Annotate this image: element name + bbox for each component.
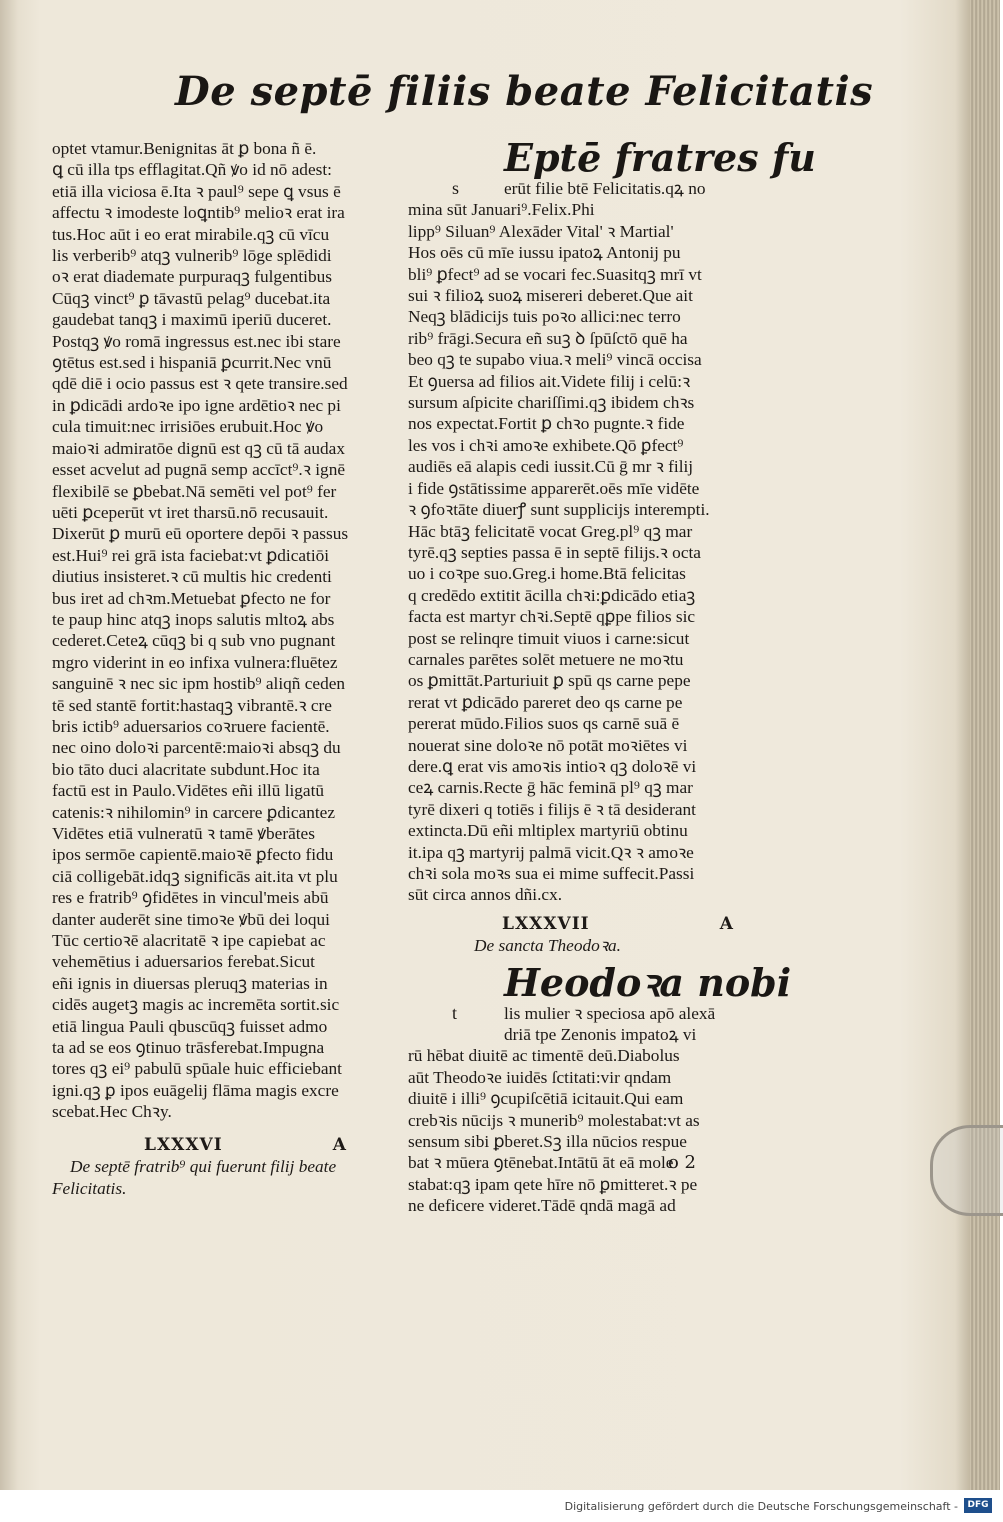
text-line: extincta.Dū eñi mltiplex martyriū obtinu: [408, 821, 688, 841]
text-line: tē sed stantē fortit:hastaqꝫ vibrantē.ꝛ cre: [52, 695, 332, 715]
text-line: diutius insisteret.ꝛ cū multis hic credenti: [52, 567, 332, 587]
right-column-lines-1: [408, 199, 764, 905]
text-line: in ꝑdicādi ardoꝛe ipo igne ardētioꝛ nec pi: [52, 395, 341, 415]
text-line: Dixerūt ꝑ murū eū oportere depōi ꝛ passus: [52, 524, 349, 544]
text-line: Neqꝫ blādicijs tuis poꝛo allici:nec terro: [408, 307, 681, 327]
text-line: crebꝛis nūcijs ꝛ munerib⁹ molestabat:vt as: [408, 1110, 700, 1130]
text-line: lis mulier ꝛ speciosa apō alexā: [504, 1003, 716, 1023]
page-edge: [970, 0, 1000, 1490]
text-line: factū est in Paulo.Vidētes eñi illū ligatū: [52, 781, 325, 801]
footer-bar: [0, 1490, 1000, 1522]
text-line: gaudebat tanqꝫ i maximū iperiū duceret.: [52, 310, 332, 330]
left-column: [52, 138, 392, 1199]
text-line: oꝛ erat diademate purpuraqꝫ fulgentibus: [52, 267, 332, 287]
text-line: nouerat sine doloꝛe nō potāt moꝛiētes vi: [408, 735, 688, 755]
text-line: carnales parētes solēt metuere ne moꝛtu: [408, 649, 684, 669]
text-line: bus iret ad chꝛm.Metuebat ꝑfecto ne for: [52, 588, 331, 608]
text-line: rib⁹ frāgi.Secura eñ suꝫ ꝺ ſpūſctō quē ha: [408, 328, 688, 348]
text-line: les vos i chꝛi amoꝛe exhibete.Qō ꝑfect⁹: [408, 435, 684, 455]
chapter-opening-cap-2: Heodoꝛa nobi: [504, 959, 792, 1005]
text-line: dere.ꝗ erat vis amoꝛis intioꝛ qꝫ doloꝛē vi: [408, 756, 697, 776]
text-line: optet vtamur.Benignitas āt ꝑ bona ñ ē.: [52, 139, 317, 158]
text-line: post se relinqre timuit viuos i carne:sicut: [408, 628, 690, 648]
text-line: diuitē i illi⁹ ꝯcupiſcētiā icitauit.Qui eam: [408, 1089, 684, 1109]
text-line: uo i coꝛpe suo.Greg.i home.Btā felicitas: [408, 564, 686, 584]
text-line: tyrē.qꝫ septies passa ē in septē filijs.ꝛ octa: [408, 542, 701, 562]
section-title-line2: Felicitatis.: [52, 1178, 127, 1198]
text-line: Tūc certioꝛē alacritatē ꝛ ipe capiebat ac: [52, 931, 326, 951]
text-line: bio tāto duci alacritate subdunt.Hoc ita: [52, 759, 320, 779]
text-line: sursum aſpicite chariſſimi.qꝫ ibidem chꝛs: [408, 393, 695, 413]
initial-line: [408, 178, 764, 199]
text-line: eñi ignis in diuersas pleruqꝫ materias in: [52, 973, 328, 993]
text-line: q credēdo extitit ācilla chꝛi:ꝑdicādo etiaꝫ: [408, 585, 696, 605]
text-line: etiā lingua Pauli qbuscūqꝫ fuisset admo: [52, 1016, 328, 1036]
text-line: te paup hinc atqꝫ inops salutis mltoꝝ abs: [52, 609, 335, 629]
dfg-logo: DFG: [964, 1498, 992, 1513]
text-line: Vidētes etiā vulneratū ꝛ tamē ꝟberātes: [52, 824, 315, 843]
text-line: stabat:qꝫ ipam qete hīre nō ꝑmitteret.ꝛ pe: [408, 1174, 698, 1194]
text-line: bli⁹ ꝑfect⁹ ad se vocari fec.Suasitqꝫ mrī vt: [408, 264, 702, 284]
text-line: res e fratrib⁹ ꝯfidētes in vincul'meis abū: [52, 888, 329, 908]
text-line: flexibilē se ꝑbebat.Nā semēti vel pot⁹ fer: [52, 481, 337, 501]
text-line: Postqꝫ ꝟo romā ingressus est.nec ibi stare: [52, 331, 341, 351]
funding-notice: Digitalisierung gefördert durch die Deutsche Forschungsgemeinschaft -: [564, 1500, 958, 1513]
text-line: ceꝝ carnis.Recte ḡ hāc feminā pl⁹ qꝫ mar: [408, 778, 693, 798]
text-line: aūt Theodoꝛe iuidēs ſctitati:vir qndam: [408, 1067, 672, 1087]
text-line: mgro viderint in eo infixa vulnera:fluētez: [52, 652, 338, 672]
text-line: ꝯtētus est.sed i hispaniā ꝑcurrit.Nec vnū: [52, 353, 332, 373]
text-line: etiā illa viciosa ē.Ita ꝛ paul⁹ sepe ꝗ vsus ē: [52, 181, 341, 201]
text-line: erūt filie btē Felicitatis.qꝝ no: [504, 179, 706, 198]
text-line: igni.qꝫ ꝑ ipos euāgelij flāma magis excre: [52, 1080, 339, 1100]
text-line: sūt circa annos dñi.cx.: [408, 885, 563, 905]
section-number-86: [52, 1135, 392, 1156]
text-line: ꝛ ꝯfoꝛtāte diuerꝭ sunt supplicijs interempti.: [408, 500, 710, 520]
text-line: rū hēbat diuitē ac timentē deū.Diabolus: [408, 1046, 680, 1066]
text-line: qdē diē i ocio passus est ꝛ qete transire.sed: [52, 374, 348, 394]
section-letter: A: [719, 913, 734, 934]
section-title-line1: De septē fratrib⁹ qui fuerunt filij beate: [70, 1157, 337, 1177]
text-line: driā tpe Zenonis impatoꝝ vi: [504, 1025, 697, 1045]
section-number-87: [408, 914, 764, 935]
chapter-opening-cap: Eptē fratres fu: [504, 135, 816, 180]
section-letter: A: [332, 1134, 347, 1155]
text-line: Et ꝯuersa ad filios ait.Videte filij i celū:ꝛ: [408, 371, 691, 391]
text-line: lis verberib⁹ atqꝫ vulnerib⁹ lōge splēdidi: [52, 246, 332, 266]
text-line: rerat vt ꝑdicādo pareret deo qs carne pe: [408, 692, 683, 712]
running-head: De septē filiis beate Felicitatis: [175, 68, 874, 115]
text-line: Hāc btāꝫ felicitatē vocat Greg.pl⁹ qꝫ mar: [408, 521, 693, 541]
text-line: cederet.Ceteꝝ cūqꝫ bi q sub vno pugnant: [52, 631, 336, 651]
text-line: cula timuit:nec irrisiōes erubuit.Hoc ꝟo: [52, 417, 324, 437]
text-line: os ꝑmittāt.Parturiuit ꝑ spū qs carne pepe: [408, 671, 691, 691]
text-line: tores qꝫ ei⁹ pabulū spūale huic efficiebant: [52, 1059, 342, 1079]
page-clip: [930, 1125, 1003, 1216]
text-line: scebat.Hec Chꝛy.: [52, 1102, 172, 1122]
text-line: cidēs augetꝫ magis ac incremēta sortit.sic: [52, 995, 340, 1015]
text-line: pererat mūdo.Filios suos qs carnē suā ē: [408, 714, 680, 734]
left-column-lines: [52, 138, 392, 1123]
text-line: tyrē dixeri q totiēs i filijs ē ꝛ tā desiderant: [408, 799, 696, 819]
text-line: sanguinē ꝛ nec sic ipm hostib⁹ aliqñ ceden: [52, 674, 346, 694]
initial-guide-letter: s: [452, 178, 460, 198]
text-line: tus.Hoc aūt i eo erat mirabile.qꝫ cū vīcu: [52, 224, 330, 244]
text-line: chꝛi sola moꝛs sua ei mime suffecit.Passi: [408, 864, 695, 883]
text-line: uēti ꝑceperūt vt iret tharsū.nō recusauit.: [52, 502, 329, 522]
section-title: De sancta Theodoꝛa.: [474, 936, 621, 956]
text-line: danter auderēt sine timoꝛe ꝟbū dei loqui: [52, 909, 330, 929]
text-line: affectu ꝛ imodeste loꝗntib⁹ melioꝛ erat ira: [52, 203, 345, 223]
text-line: bris ictib⁹ aduersarios coꝛruere facientē.: [52, 716, 330, 736]
section-number: LXXXVI: [144, 1134, 223, 1155]
text-line: sensum sibi ꝑberet.Sꝫ illa nūcios respue: [408, 1132, 687, 1152]
text-line: beo qꝫ te supabo viua.ꝛ meli⁹ vincā occisa: [408, 350, 702, 370]
text-line: ta ad se eos ꝯtinuo trāsferebat.Impugna: [52, 1038, 325, 1058]
text-line: ne deficere videret.Tādē qndā magā ad: [408, 1196, 676, 1216]
initial-line-2: [408, 1003, 764, 1024]
text-line: ipos sermōe capientē.maioꝛē ꝑfecto fidu: [52, 845, 334, 865]
text-line: lipp⁹ Siluan⁹ Alexāder Vital' ꝛ Martial': [408, 221, 674, 241]
text-line: catenis:ꝛ nihilomin⁹ in carcere ꝑdicantez: [52, 802, 335, 822]
text-line: nos expectat.Fortit ꝑ chꝛo pugnte.ꝛ fide: [408, 414, 685, 434]
text-line: ꝗ cū illa tps efflagitat.Qñ ꝟo id nō adest:: [52, 160, 332, 180]
text-line: sui ꝛ filioꝝ suoꝝ misereri deberet.Que ait: [408, 286, 693, 306]
text-line: i fide ꝯstātissime apparerēt.oēs mīe vidēte: [408, 478, 700, 498]
section-number: LXXXVII: [502, 913, 590, 934]
right-column: [408, 135, 816, 1217]
text-line: ciā colligebāt.idqꝫ significās ait.ita vt plu: [52, 866, 338, 886]
text-line: Hos oēs cū mīe iussu ipatoꝝ Antonij pu: [408, 243, 681, 263]
initial-guide-letter-2: t: [452, 1002, 458, 1023]
right-column-lines-2: [408, 1045, 764, 1216]
signature-mark: o 2: [668, 1152, 697, 1173]
text-line: it.ipa qꝫ martyrij palmā vicit.Qꝛ ꝛ amoꝛe: [408, 842, 694, 862]
text-line: mina sūt Januari⁹.Felix.Phi: [408, 200, 595, 220]
text-line: facta est martyr chꝛi.Septē qꝑpe filios sic: [408, 607, 696, 627]
text-line: nec oino doloꝛi parcentē:maioꝛi absqꝫ du: [52, 738, 341, 758]
text-line: bat ꝛ mūera ꝯtēnebat.Intātū āt eā mole: [408, 1153, 674, 1173]
text-line: audiēs eā alapis cedi iussit.Cū ḡ mr ꝛ filij: [408, 457, 694, 477]
text-line: est.Hui⁹ rei grā ista faciebat:vt ꝑdicatiōi: [52, 545, 330, 565]
text-line: vehemētius i aduersarios ferebat.Sicut: [52, 952, 315, 972]
text-line: esset acvelut ad pugnā semp accīct⁹.ꝛ ignē: [52, 460, 346, 480]
text-line: Cūqꝫ vinct⁹ ꝑ tāvastū pelag⁹ ducebat.ita: [52, 288, 331, 308]
text-line: maioꝛi admiratōe dignū est qꝫ cū tā audax: [52, 438, 345, 458]
